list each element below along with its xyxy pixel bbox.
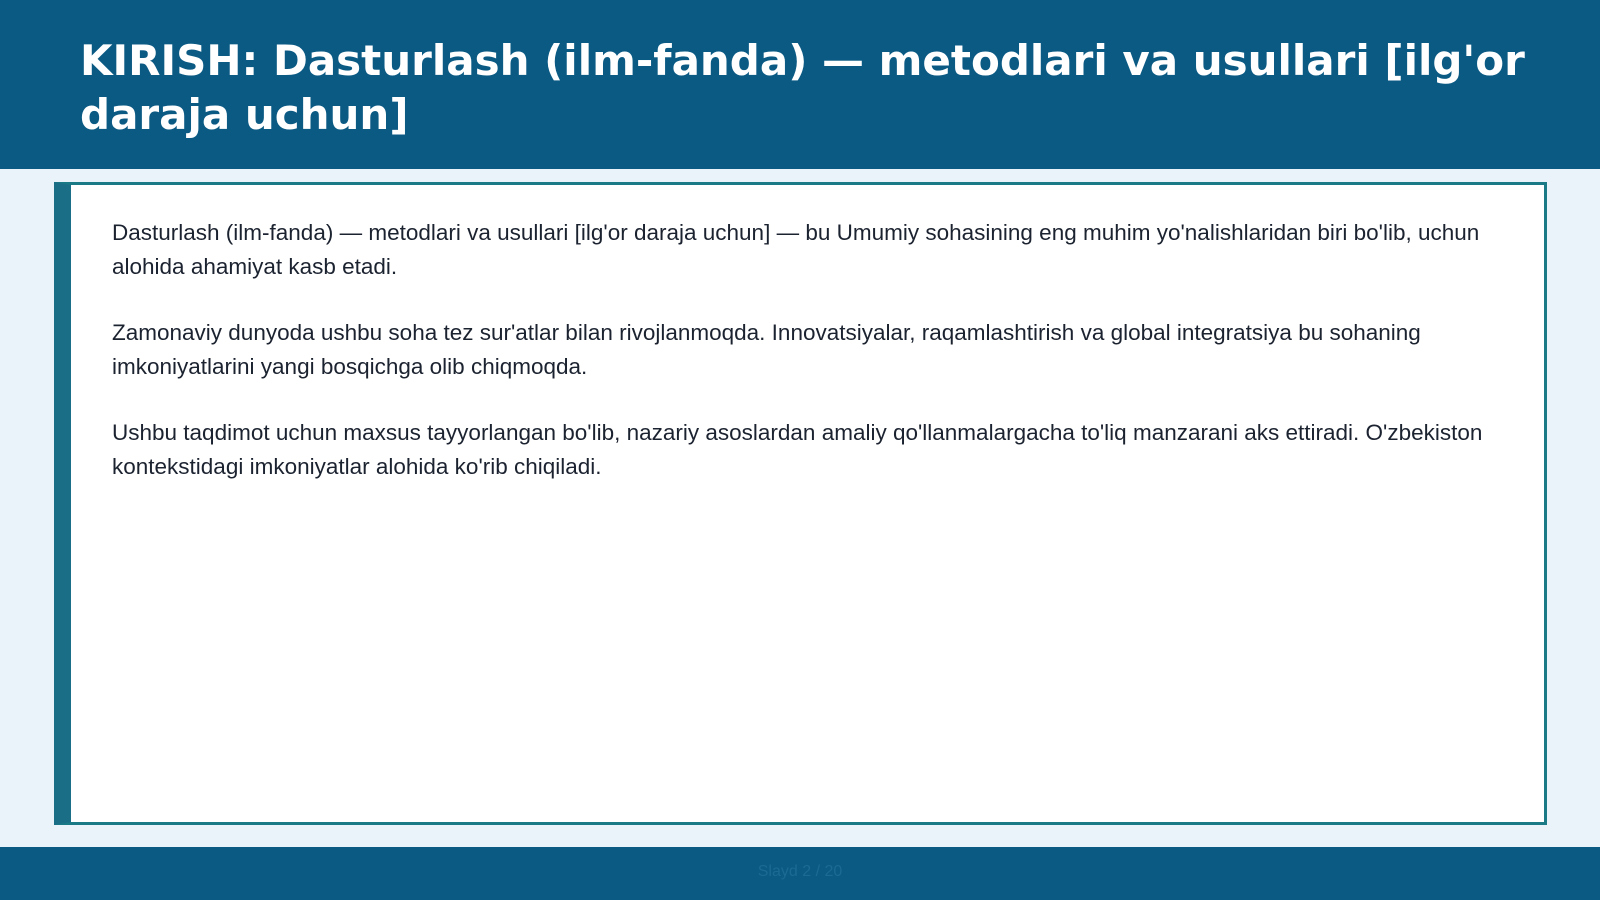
content-card: [54, 182, 1547, 825]
slide-title-bar: [0, 0, 1600, 169]
introduction-paragraph: Dasturlash (ilm-fanda) — metodlari va usullari [ilg'or daraja uchun] — bu Umumiy sohasining eng muhim yo'nalishlaridan biri bo'lib, uchun alohida ahamiyat kasb etadi.: [112, 220, 1480, 279]
slide-number: Slayd 2 / 20: [757, 863, 843, 880]
slide-footer: [0, 847, 1600, 900]
slide-title: KIRISH: Dasturlash (ilm-fanda) — metodlari va usullari [ilg'or daraja uchun]: [80, 36, 1525, 139]
content-paragraphs: [112, 216, 1512, 516]
presentation-overview-paragraph: Ushbu taqdimot uchun maxsus tayyorlangan bo'lib, nazariy asoslardan amaliy qo'llanmalargacha to'liq manzarani aks ettiradi. O'zbekiston kontekstidagi imkoniyatlar alohida ko'rib chiqiladi.: [112, 420, 1483, 479]
modern-world-paragraph: Zamonaviy dunyoda ushbu soha tez sur'atlar bilan rivojlanmoqda. Innovatsiyalar, raqamlashtirish va global integratsiya bu sohaning imkoniyatlarini yangi bosqichga olib chiqmoqda.: [112, 320, 1421, 379]
